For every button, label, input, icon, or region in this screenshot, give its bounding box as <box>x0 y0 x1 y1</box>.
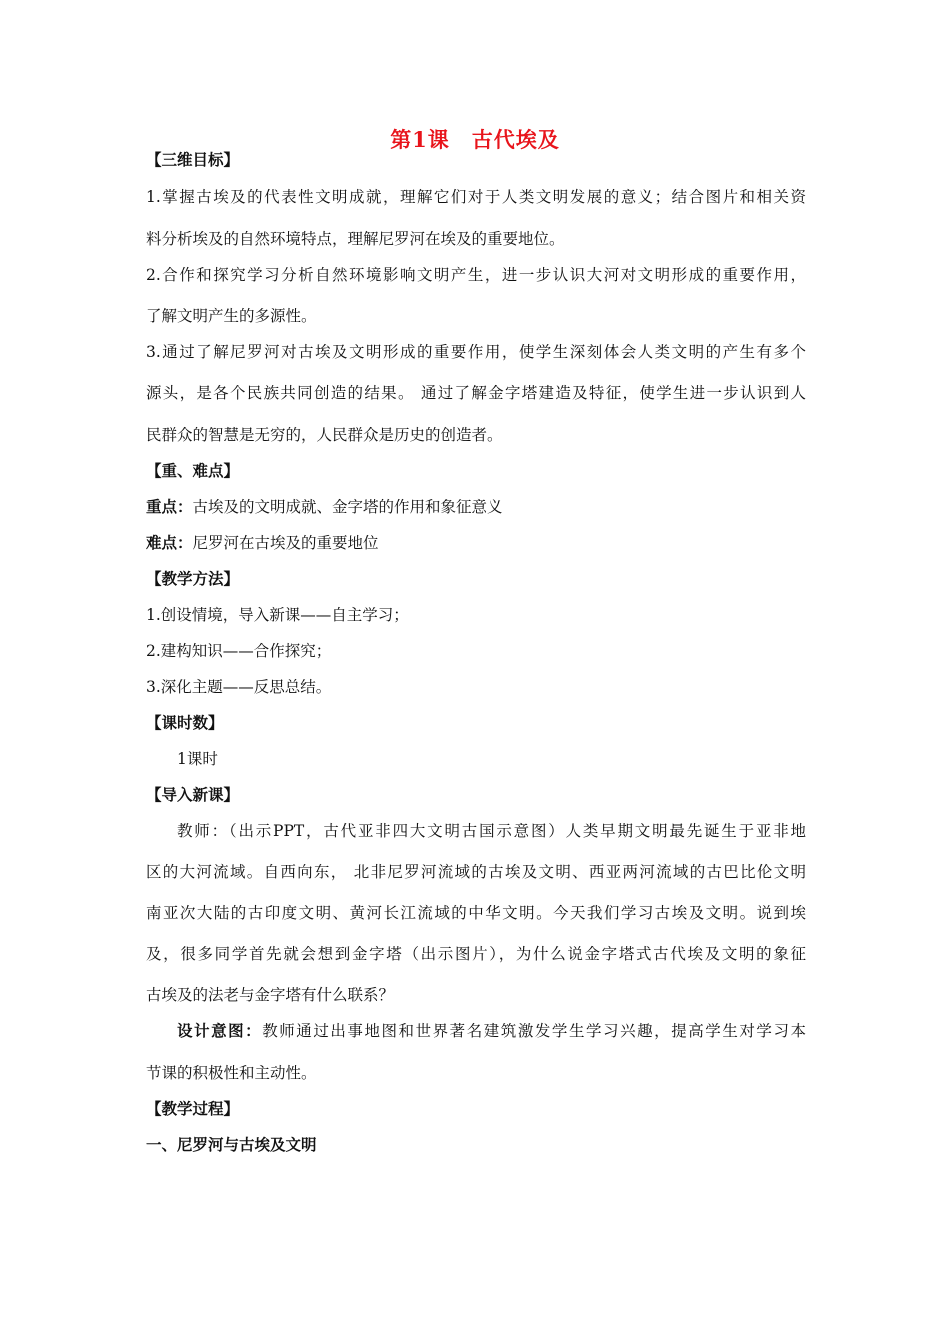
focus-text: 古埃及的文明成就、金字塔的作用和象征意义 <box>192 498 503 516</box>
difficulty-text: 尼罗河在古埃及的重要地位 <box>192 534 379 552</box>
goal-1-line-2: 料分析埃及的自然环境特点，理解尼罗河在埃及的重要地位。 <box>146 230 565 248</box>
goal-3-line-2: 源头，是各个民族共同创造的结果。 通过了解金字塔建造及特征，使学生进一步认识到人 <box>146 384 806 402</box>
intro-para-line-5: 古埃及的法老与金字塔有什么联系？ <box>146 986 395 1004</box>
method-item-2: 2.建构知识——合作探究； <box>146 642 332 660</box>
intro-para-line-1: 教师：（出示PPT，古代亚非四大文明古国示意图）人类早期文明最先诞生于亚非地 <box>177 822 806 840</box>
intro-para-line-4: 及，很多同学首先就会想到金字塔（出示图片），为什么说金字塔式古代埃及文明的象征 <box>146 945 806 963</box>
difficulty-line <box>146 533 379 553</box>
method-item-1: 1.创设情境，导入新课——自主学习； <box>146 606 409 624</box>
design-intent-text-1: 教师通过出事地图和世界著名建筑激发学生学习兴趣，提高学生对学习本 <box>262 1022 806 1040</box>
intro-para-line-3: 南亚次大陆的古印度文明、黄河长江流域的中华文明。今天我们学习古埃及文明。说到埃 <box>146 904 806 922</box>
goal-2-line-1: 2.合作和探究学习分析自然环境影响文明产生，进一步认识大河对文明形成的重要作用， <box>146 266 806 284</box>
method-heading: 【教学方法】 <box>146 569 240 588</box>
design-intent-label: 设计意图： <box>177 1021 263 1040</box>
difficulty-label: 难点： <box>146 533 193 552</box>
design-intent-line-1 <box>177 1021 806 1041</box>
intro-heading: 【导入新课】 <box>146 785 240 804</box>
goal-3-line-1: 3.通过了解尼罗河对古埃及文明形成的重要作用，使学生深刻体会人类文明的产生有多个 <box>146 343 806 361</box>
hours-heading: 【课时数】 <box>146 713 224 732</box>
intro-para-line-2: 区的大河流域。自西向东， 北非尼罗河流域的古埃及文明、西亚两河流域的古巴比伦文明 <box>146 863 806 881</box>
goal-2-line-2: 了解文明产生的多源性。 <box>146 307 317 325</box>
goal-1-line-1: 1.掌握古埃及的代表性文明成就，理解它们对于人类文明发展的意义；结合图片和相关资 <box>146 188 806 206</box>
lesson-title: 第1课 古代埃及 <box>390 127 560 152</box>
goals-heading: 【三维目标】 <box>146 150 240 169</box>
process-subheading-1: 一、尼罗河与古埃及文明 <box>146 1135 317 1154</box>
method-item-3: 3.深化主题——反思总结。 <box>146 678 332 696</box>
process-heading: 【教学过程】 <box>146 1099 240 1118</box>
focus-label: 重点： <box>146 497 193 516</box>
hours-value: 1课时 <box>177 750 218 768</box>
goal-3-line-3: 民群众的智慧是无穷的，人民群众是历史的创造者。 <box>146 426 503 444</box>
design-intent-line-2: 节课的积极性和主动性。 <box>146 1064 317 1082</box>
key-heading: 【重、难点】 <box>146 461 240 480</box>
focus-line <box>146 497 503 517</box>
